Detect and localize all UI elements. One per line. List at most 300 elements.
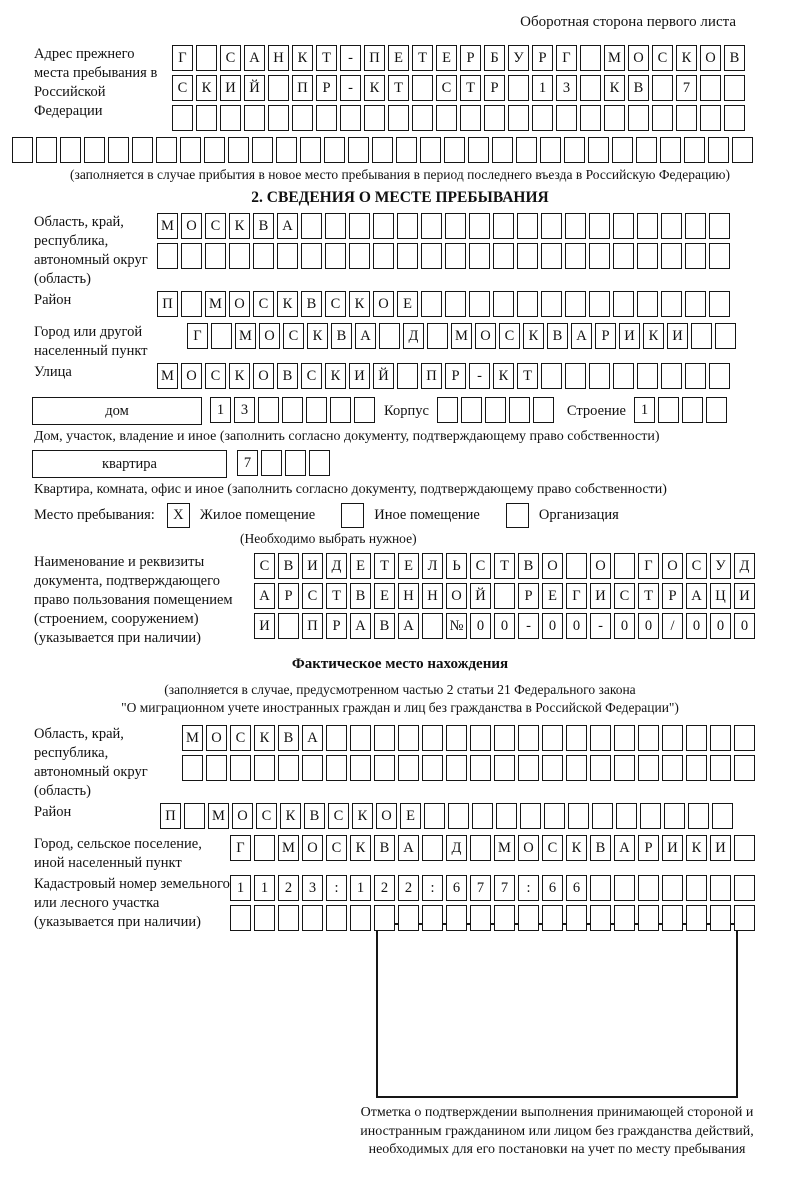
char-cell	[700, 105, 721, 131]
char-cell	[253, 243, 274, 269]
char-cell: К	[349, 291, 370, 317]
char-cell	[637, 243, 658, 269]
char-cell: М	[278, 835, 299, 861]
char-cell: И	[734, 583, 755, 609]
region-row-1	[157, 213, 733, 239]
char-cell	[373, 213, 394, 239]
char-cell: Д	[403, 323, 424, 349]
char-cell: Т	[374, 553, 395, 579]
char-cell: К	[604, 75, 625, 101]
char-cell: 1	[634, 397, 655, 423]
char-cell: №	[446, 613, 467, 639]
char-cell: М	[494, 835, 515, 861]
char-cell	[397, 243, 418, 269]
char-cell: О	[259, 323, 280, 349]
char-cell	[374, 755, 395, 781]
char-cell	[661, 363, 682, 389]
char-cell: С	[499, 323, 520, 349]
char-cell	[592, 803, 613, 829]
char-cell: В	[278, 553, 299, 579]
char-cell	[688, 803, 709, 829]
char-cell	[710, 755, 731, 781]
char-cell	[709, 291, 730, 317]
char-cell	[517, 243, 538, 269]
fact-district-block	[12, 803, 788, 833]
char-cell: К	[280, 803, 301, 829]
char-cell: В	[278, 725, 299, 751]
char-cell	[565, 291, 586, 317]
char-cell	[412, 105, 433, 131]
stay-type-row	[12, 503, 788, 528]
char-cell	[340, 105, 361, 131]
char-cell: Е	[542, 583, 563, 609]
char-cell	[508, 105, 529, 131]
char-cell: Е	[436, 45, 457, 71]
char-cell: 1	[254, 875, 275, 901]
char-cell	[206, 755, 227, 781]
char-cell	[285, 450, 306, 476]
char-cell: 6	[446, 875, 467, 901]
char-cell	[84, 137, 105, 163]
char-cell	[706, 397, 727, 423]
char-cell: Е	[350, 553, 371, 579]
char-cell	[691, 323, 712, 349]
prev-address-block	[12, 45, 788, 135]
char-cell: В	[374, 613, 395, 639]
checkbox-residential: X	[167, 503, 190, 528]
char-cell: У	[710, 553, 731, 579]
char-cell: Н	[398, 583, 419, 609]
char-cell	[676, 105, 697, 131]
char-cell	[518, 755, 539, 781]
char-cell: А	[614, 835, 635, 861]
char-cell: 0	[734, 613, 755, 639]
stamp-box	[376, 923, 738, 1098]
char-cell	[229, 243, 250, 269]
char-cell	[661, 213, 682, 239]
char-cell: И	[590, 583, 611, 609]
char-cell	[228, 137, 249, 163]
document-row-2	[254, 583, 758, 609]
char-cell	[460, 105, 481, 131]
char-cell: О	[302, 835, 323, 861]
char-cell: О	[373, 291, 394, 317]
char-cell: О	[253, 363, 274, 389]
char-cell	[494, 905, 515, 931]
korpus-label: Корпус	[384, 403, 429, 419]
char-cell: И	[710, 835, 731, 861]
char-cell	[182, 755, 203, 781]
char-cell: Т	[412, 45, 433, 71]
house-row	[12, 397, 788, 427]
char-cell: А	[277, 213, 298, 239]
char-cell	[686, 725, 707, 751]
city-label: Город или другой населенный пункт	[34, 324, 148, 359]
char-cell: П	[302, 613, 323, 639]
char-cell	[254, 755, 275, 781]
char-cell	[397, 363, 418, 389]
char-cell	[350, 755, 371, 781]
char-cell: О	[181, 363, 202, 389]
char-cell	[616, 803, 637, 829]
char-cell	[590, 725, 611, 751]
char-cell	[709, 243, 730, 269]
char-cell: Е	[400, 803, 421, 829]
char-cell: 7	[676, 75, 697, 101]
char-cell	[734, 835, 755, 861]
char-cell: 7	[494, 875, 515, 901]
char-cell: И	[302, 553, 323, 579]
char-cell	[614, 725, 635, 751]
street-block	[12, 363, 788, 393]
char-cell	[445, 243, 466, 269]
char-cell	[330, 397, 351, 423]
char-cell: 7	[470, 875, 491, 901]
document-block	[12, 553, 788, 648]
char-cell	[710, 905, 731, 931]
char-cell	[469, 243, 490, 269]
char-cell: Г	[172, 45, 193, 71]
fact-location-note-1: (заполняется в случае, предусмотренном частью 2 статьи 21 Федерального закона	[164, 682, 636, 697]
char-cell: О	[232, 803, 253, 829]
char-cell	[470, 755, 491, 781]
char-cell	[685, 363, 706, 389]
char-cell	[566, 725, 587, 751]
cadastre-row-2	[230, 905, 758, 931]
region-row-2	[157, 243, 733, 269]
char-cell: О	[475, 323, 496, 349]
prev-address-row-3	[172, 105, 748, 131]
char-cell: О	[628, 45, 649, 71]
char-cell	[422, 835, 443, 861]
fact-location-note-2: "О миграционном учете иностранных граждан и лиц без гражданства в Российской Федерации")	[121, 700, 679, 715]
char-cell: С	[205, 363, 226, 389]
char-cell	[445, 213, 466, 239]
char-cell: Ц	[710, 583, 731, 609]
char-cell: 0	[470, 613, 491, 639]
char-cell: 7	[237, 450, 258, 476]
char-cell	[302, 905, 323, 931]
char-cell: Р	[326, 613, 347, 639]
char-cell	[628, 105, 649, 131]
char-cell: Е	[398, 553, 419, 579]
char-cell	[301, 243, 322, 269]
char-cell	[350, 905, 371, 931]
char-cell	[496, 803, 517, 829]
char-cell: Т	[517, 363, 538, 389]
char-cell	[566, 553, 587, 579]
char-cell	[493, 291, 514, 317]
fact-district-row	[160, 803, 736, 829]
char-cell	[254, 905, 275, 931]
stroenie-label: Строение	[566, 403, 626, 419]
char-cell: Г	[638, 553, 659, 579]
char-cell	[292, 105, 313, 131]
char-cell: К	[229, 363, 250, 389]
char-cell	[660, 137, 681, 163]
char-cell: С	[542, 835, 563, 861]
page-side-note: Оборотная сторона первого листа	[520, 14, 736, 30]
char-cell: О	[446, 583, 467, 609]
char-cell: 0	[710, 613, 731, 639]
char-cell	[156, 137, 177, 163]
char-cell	[422, 725, 443, 751]
char-cell: Ь	[446, 553, 467, 579]
fact-city-label: Город, сельское поселение, иной населенный пункт	[34, 836, 202, 871]
char-cell: К	[292, 45, 313, 71]
char-cell: С	[172, 75, 193, 101]
char-cell: О	[181, 213, 202, 239]
cadastre-label: Кадастровый номер земельного или лесного участка (указывается при наличии)	[34, 876, 230, 930]
char-cell	[444, 137, 465, 163]
char-cell	[661, 243, 682, 269]
char-cell: В	[350, 583, 371, 609]
char-cell	[254, 835, 275, 861]
char-cell	[662, 725, 683, 751]
char-cell: И	[619, 323, 640, 349]
char-cell	[541, 243, 562, 269]
char-cell	[709, 363, 730, 389]
char-cell: К	[676, 45, 697, 71]
char-cell	[421, 243, 442, 269]
char-cell	[614, 553, 635, 579]
char-cell: Р	[278, 583, 299, 609]
char-cell	[664, 803, 685, 829]
char-cell	[589, 291, 610, 317]
char-cell	[588, 137, 609, 163]
char-cell	[508, 75, 529, 101]
char-cell: К	[350, 835, 371, 861]
char-cell	[181, 291, 202, 317]
char-cell	[708, 137, 729, 163]
char-cell: 0	[614, 613, 635, 639]
char-cell: С	[205, 213, 226, 239]
char-cell	[580, 105, 601, 131]
char-cell: О	[662, 553, 683, 579]
char-cell: И	[349, 363, 370, 389]
char-cell: В	[304, 803, 325, 829]
char-cell: :	[326, 875, 347, 901]
stay-type-note: (Необходимо выбрать нужное)	[240, 531, 417, 546]
char-cell	[533, 397, 554, 423]
char-cell	[422, 755, 443, 781]
char-cell: Н	[268, 45, 289, 71]
char-cell: С	[302, 583, 323, 609]
fact-location-title: Фактическое место нахождения	[291, 656, 509, 672]
char-cell: Р	[638, 835, 659, 861]
char-cell: С	[256, 803, 277, 829]
char-cell	[348, 137, 369, 163]
char-cell	[564, 137, 585, 163]
fact-region-row-2	[182, 755, 758, 781]
char-cell	[734, 905, 755, 931]
char-cell: И	[662, 835, 683, 861]
char-cell: Е	[388, 45, 409, 71]
char-cell: А	[350, 613, 371, 639]
char-cell: /	[662, 613, 683, 639]
char-cell	[556, 105, 577, 131]
char-cell	[181, 243, 202, 269]
checkbox-other-premises-label: Иное помещение	[374, 507, 480, 523]
char-cell: А	[686, 583, 707, 609]
char-cell	[470, 835, 491, 861]
char-cell	[541, 213, 562, 239]
char-cell: К	[523, 323, 544, 349]
char-cell: Т	[326, 583, 347, 609]
char-cell	[422, 613, 443, 639]
char-cell: Г	[556, 45, 577, 71]
char-cell	[12, 137, 33, 163]
char-cell: С	[325, 291, 346, 317]
char-cell: 0	[494, 613, 515, 639]
char-cell	[350, 725, 371, 751]
city-block	[12, 323, 788, 361]
char-cell	[640, 803, 661, 829]
char-cell	[612, 137, 633, 163]
char-cell	[520, 803, 541, 829]
char-cell	[684, 137, 705, 163]
char-cell: С	[686, 553, 707, 579]
char-cell	[589, 363, 610, 389]
char-cell	[180, 137, 201, 163]
char-cell	[484, 105, 505, 131]
char-cell: К	[686, 835, 707, 861]
char-cell	[532, 105, 553, 131]
char-cell: О	[229, 291, 250, 317]
char-cell	[658, 397, 679, 423]
char-cell: 1	[210, 397, 231, 423]
stroenie-cells	[634, 397, 730, 423]
char-cell: Е	[397, 291, 418, 317]
char-cell: К	[643, 323, 664, 349]
apartment-row	[12, 450, 788, 480]
char-cell	[542, 755, 563, 781]
char-cell: А	[355, 323, 376, 349]
char-cell	[396, 137, 417, 163]
char-cell	[278, 613, 299, 639]
char-cell	[580, 75, 601, 101]
char-cell: А	[254, 583, 275, 609]
char-cell	[712, 803, 733, 829]
char-cell	[637, 291, 658, 317]
region-label: Область, край, республика, автономный округ (область)	[34, 214, 148, 287]
char-cell	[306, 397, 327, 423]
char-cell: -	[590, 613, 611, 639]
char-cell	[589, 243, 610, 269]
char-cell	[614, 875, 635, 901]
char-cell	[590, 875, 611, 901]
char-cell: Г	[187, 323, 208, 349]
char-cell: М	[208, 803, 229, 829]
char-cell	[261, 450, 282, 476]
char-cell: А	[571, 323, 592, 349]
char-cell	[614, 755, 635, 781]
char-cell: 1	[230, 875, 251, 901]
char-cell: К	[493, 363, 514, 389]
char-cell: Й	[470, 583, 491, 609]
char-cell: А	[302, 725, 323, 751]
char-cell	[509, 397, 530, 423]
char-cell	[184, 803, 205, 829]
apartment-note: Квартира, комната, офис и иное (заполнить согласно документу, подтверждающему право собственности)	[34, 482, 667, 497]
char-cell: М	[157, 213, 178, 239]
char-cell: Л	[422, 553, 443, 579]
char-cell: Д	[734, 553, 755, 579]
char-cell: -	[518, 613, 539, 639]
char-cell	[468, 137, 489, 163]
char-cell	[436, 105, 457, 131]
char-cell	[566, 905, 587, 931]
char-cell: :	[422, 875, 443, 901]
char-cell	[636, 137, 657, 163]
char-cell	[36, 137, 57, 163]
char-cell: :	[518, 875, 539, 901]
char-cell	[470, 725, 491, 751]
char-cell	[662, 875, 683, 901]
char-cell	[494, 755, 515, 781]
char-cell	[565, 213, 586, 239]
char-cell	[492, 137, 513, 163]
document-row-3	[254, 613, 758, 639]
char-cell: В	[518, 553, 539, 579]
char-cell	[613, 213, 634, 239]
char-cell: Т	[316, 45, 337, 71]
char-cell	[157, 243, 178, 269]
char-cell	[686, 905, 707, 931]
char-cell: О	[376, 803, 397, 829]
char-cell	[709, 213, 730, 239]
char-cell: Р	[316, 75, 337, 101]
char-cell: Е	[374, 583, 395, 609]
char-cell: В	[628, 75, 649, 101]
char-cell	[517, 291, 538, 317]
char-cell: Р	[445, 363, 466, 389]
char-cell	[204, 137, 225, 163]
char-cell: Р	[484, 75, 505, 101]
char-cell: И	[220, 75, 241, 101]
char-cell	[374, 905, 395, 931]
char-cell	[445, 291, 466, 317]
char-cell: С	[253, 291, 274, 317]
char-cell: Р	[460, 45, 481, 71]
char-cell: О	[700, 45, 721, 71]
char-cell	[301, 213, 322, 239]
char-cell: К	[325, 363, 346, 389]
char-cell	[302, 755, 323, 781]
char-cell	[566, 755, 587, 781]
char-cell	[638, 755, 659, 781]
char-cell: С	[220, 45, 241, 71]
section2-title: 2. СВЕДЕНИЯ О МЕСТЕ ПРЕБЫВАНИЯ	[251, 189, 549, 206]
char-cell	[613, 291, 634, 317]
char-cell	[724, 75, 745, 101]
char-cell: С	[254, 553, 275, 579]
char-cell: В	[590, 835, 611, 861]
char-cell	[518, 905, 539, 931]
fact-city-row	[230, 835, 758, 861]
char-cell: П	[160, 803, 181, 829]
prev-address-row-1	[172, 45, 748, 71]
char-cell	[494, 725, 515, 751]
char-cell	[732, 137, 753, 163]
char-cell: 6	[542, 875, 563, 901]
char-cell	[638, 905, 659, 931]
checkbox-residential-label: Жилое помещение	[199, 507, 316, 523]
char-cell: М	[451, 323, 472, 349]
char-cell	[700, 75, 721, 101]
char-cell	[541, 291, 562, 317]
fact-district-label: Район	[34, 804, 72, 820]
